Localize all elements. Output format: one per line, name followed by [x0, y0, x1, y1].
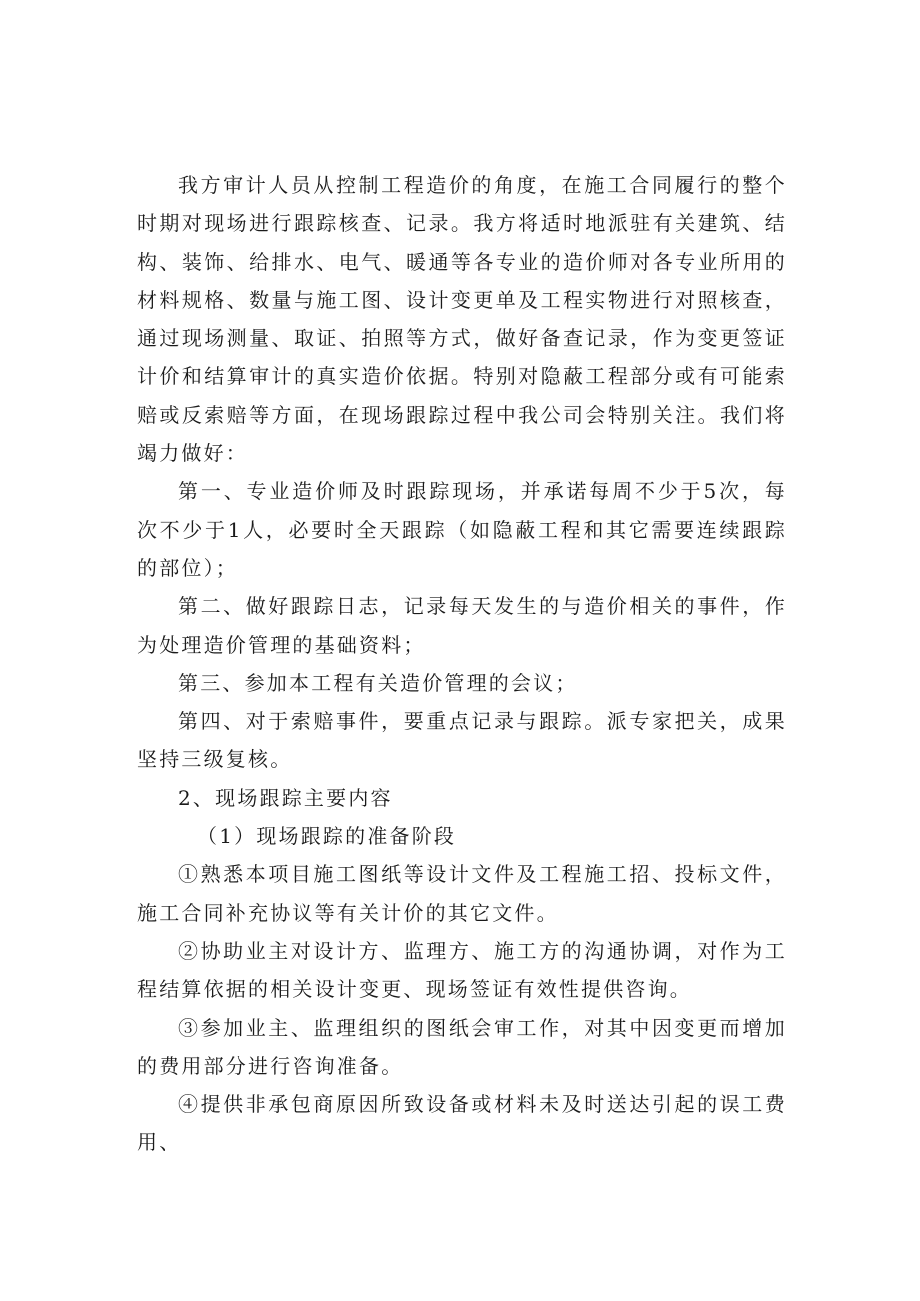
section-heading-2: 2、现场跟踪主要内容 [178, 785, 393, 810]
paragraph-audit-tracking: 我方审计人员从控制工程造价的角度，在施工合同履行的整个时期对现场进行跟踪核查、记录。我方将适时地派驻有关建筑、结构、装饰、给排水、电气、暖通等各专业的造价师对各专业所用的材料规格、数量与施工图、设计变更单及工程实物进行对照核查，通过现场测量、取证、拍照等方式，做好备查记录，作为变更签证计价和结算审计的真实造价依据。特别对隐蔽工程部分或有可能索赔或反索赔等方面，在现场跟踪过程中我公司会特别关注。我们将竭力做好： [137, 173, 787, 466]
list-item-circled-4: ④提供非承包商原因所致设备或材料未及时送达引起的误工费用、 [137, 1092, 787, 1155]
subsection-heading-1: （1）现场跟踪的准备阶段 [197, 824, 457, 849]
paragraph-item-fourth: 第四、对于索赔事件，要重点记录与跟踪。派专家把关，成果坚持三级复核。 [137, 709, 787, 772]
document-body [137, 166, 787, 1162]
list-item-circled-3: ③参加业主、监理组织的图纸会审工作，对其中因变更而增加的费用部分进行咨询准备。 [137, 1015, 787, 1078]
list-item-circled-1: ①熟悉本项目施工图纸等设计文件及工程施工招、投标文件，施工合同补充协议等有关计价的其它文件。 [137, 862, 787, 925]
paragraph-item-first: 第一、专业造价师及时跟踪现场，并承诺每周不少于5次，每次不少于1人，必要时全天跟踪（如隐蔽工程和其它需要连续跟踪的部位）； [137, 479, 787, 580]
paragraph-item-second: 第二、做好跟踪日志，记录每天发生的与造价相关的事件，作为处理造价管理的基础资料； [137, 594, 787, 657]
list-item-circled-2: ②协助业主对设计方、监理方、施工方的沟通协调，对作为工程结算依据的相关设计变更、现场签证有效性提供咨询。 [137, 938, 787, 1002]
paragraph-item-third: 第三、参加本工程有关造价管理的会议； [178, 670, 578, 695]
